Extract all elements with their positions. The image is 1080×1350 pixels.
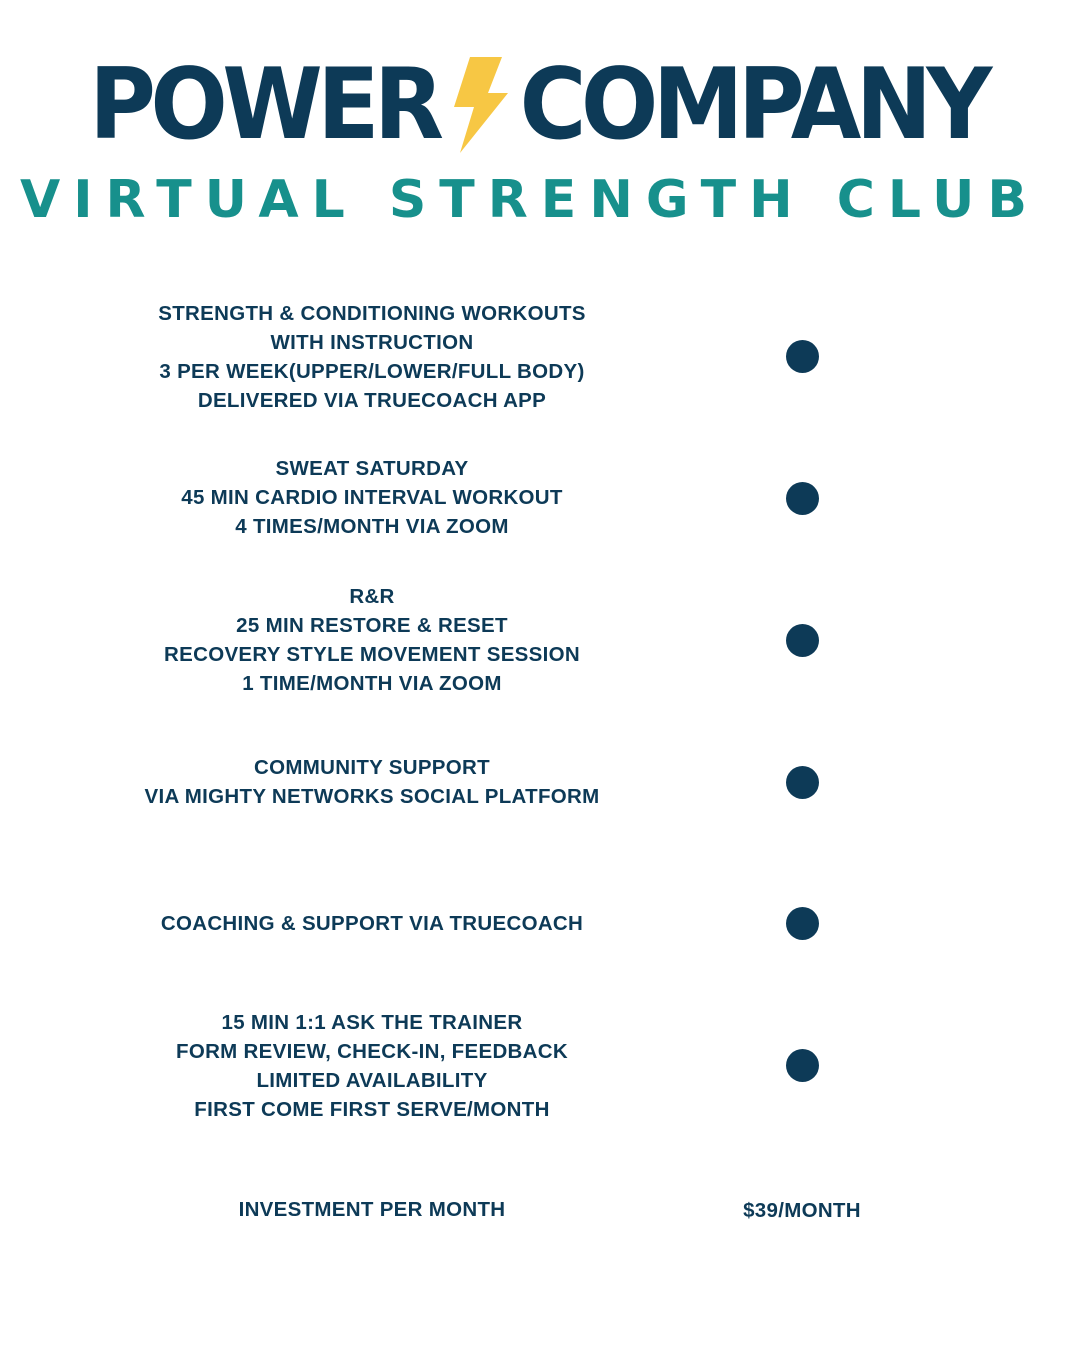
feature-line: DELIVERED VIA TRUECOACH APP xyxy=(197,389,547,412)
included-dot-icon xyxy=(786,1049,819,1082)
feature-line: FIRST COME FIRST SERVE/MONTH xyxy=(194,1098,550,1121)
feature-line: 4 TIMES/MONTH VIA ZOOM xyxy=(235,515,509,538)
feature-line: WITH INSTRUCTION xyxy=(270,331,474,354)
feature-line: 1 TIME/MONTH VIA ZOOM xyxy=(242,672,502,695)
feature-line: SWEAT SATURDAY xyxy=(275,457,469,480)
feature-line: COACHING & SUPPORT VIA TRUECOACH xyxy=(160,912,584,935)
feature-item xyxy=(92,753,652,811)
logo-word-company: COMPANY xyxy=(519,48,987,162)
feature-line: FORM REVIEW, CHECK-IN, FEEDBACK xyxy=(176,1040,568,1063)
feature-line: RECOVERY STYLE MOVEMENT SESSION xyxy=(164,643,580,666)
feature-item xyxy=(92,582,652,698)
feature-line: COMMUNITY SUPPORT xyxy=(254,756,490,779)
feature-line: 45 MIN CARDIO INTERVAL WORKOUT xyxy=(181,486,563,509)
included-dot-icon xyxy=(786,624,819,657)
included-dot-icon xyxy=(786,340,819,373)
feature-line: 25 MIN RESTORE & RESET xyxy=(236,614,508,637)
included-dot-icon xyxy=(786,907,819,940)
feature-item xyxy=(92,454,652,541)
feature-line: STRENGTH & CONDITIONING WORKOUTS xyxy=(158,302,586,325)
feature-line: LIMITED AVAILABILITY xyxy=(256,1069,488,1092)
feature-item xyxy=(92,299,652,415)
lightning-bolt-icon xyxy=(446,57,512,153)
brand-subtitle: VIRTUAL STRENGTH CLUB xyxy=(19,170,1041,230)
feature-line: 3 PER WEEK(UPPER/LOWER/FULL BODY) xyxy=(159,360,585,383)
feature-item xyxy=(92,1008,652,1124)
feature-line: VIA MIGHTY NETWORKS SOCIAL PLATFORM xyxy=(144,785,600,808)
brand-logo xyxy=(0,48,1080,162)
price-value: $39/MONTH xyxy=(743,1199,861,1222)
price-label: INVESTMENT PER MONTH xyxy=(238,1198,506,1221)
logo-word-power: POWER xyxy=(89,48,439,162)
feature-line: 15 MIN 1:1 ASK THE TRAINER xyxy=(221,1011,523,1034)
included-dot-icon xyxy=(786,766,819,799)
feature-item xyxy=(92,909,652,938)
included-dot-icon xyxy=(786,482,819,515)
feature-line: R&R xyxy=(349,585,395,608)
